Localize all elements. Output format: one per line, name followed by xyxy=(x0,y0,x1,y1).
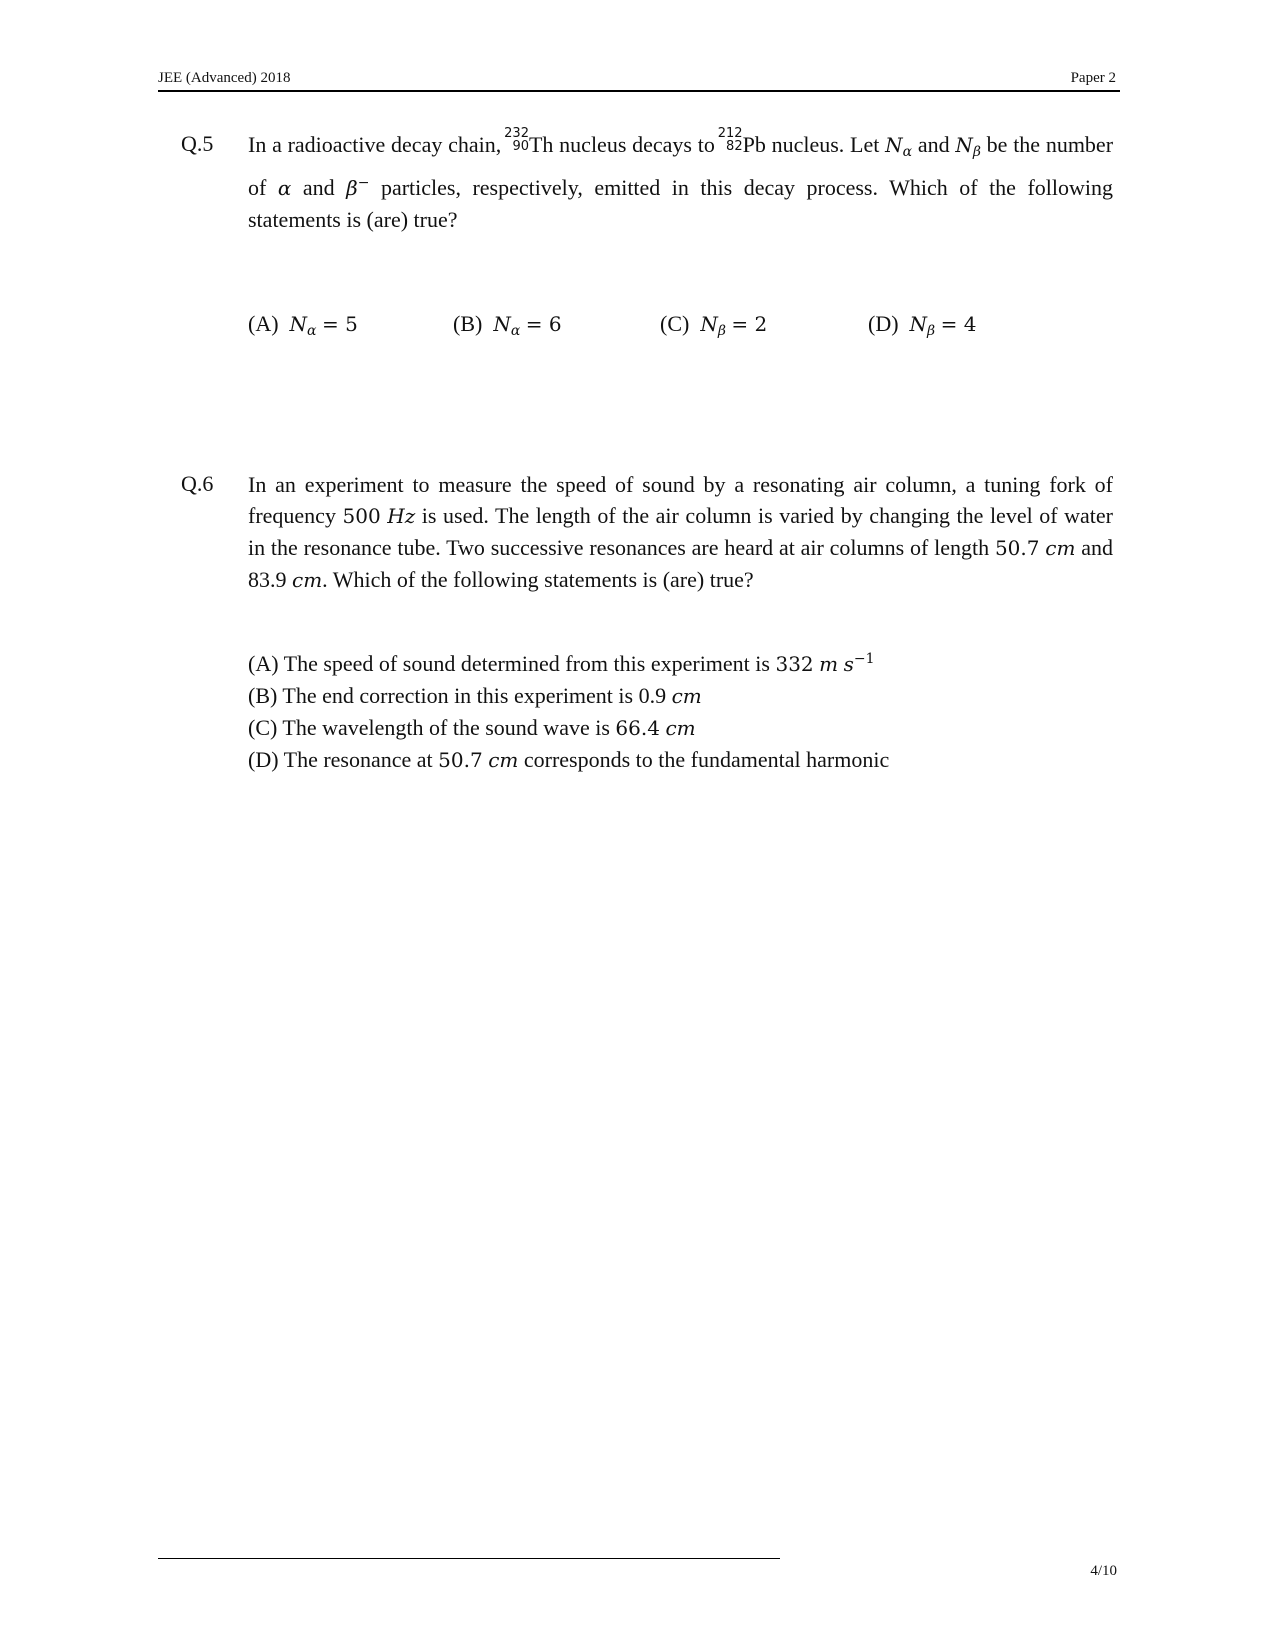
option-6d: (D) The resonance at 50.7 cm corresponds to the fundamental harmonic xyxy=(248,747,890,772)
question-text-5: In a radioactive decay chain, 232 90 Th nucleus decays to 212 82 Pb nucleus. Let $N_\alpha$ and $N_\beta$ be the number of α and β− particles, respectively, emitted in this decay process. Which of the following statements is (are) true? xyxy=(248,126,1114,232)
option-5c: (C) $N_\beta = 2$ xyxy=(660,311,768,339)
exam-title: JEE (Advanced) 2018 xyxy=(158,70,291,86)
footer-rule xyxy=(158,1558,780,1559)
option-6b: (B) The end correction in this experiment is 0.9 cm xyxy=(248,683,702,708)
thorium-nucleus: 232 90 Th xyxy=(504,126,554,157)
page-number: 4/10 xyxy=(1090,1563,1117,1579)
question-number-6: Q.6 xyxy=(181,471,214,496)
lead-nucleus: 212 82 Pb xyxy=(717,126,766,157)
option-5a: (A) $N_\alpha = 5$ xyxy=(248,311,358,339)
option-5d: (D) $N_\beta = 4$ xyxy=(868,311,977,339)
option-5b: (B) $N_\alpha = 6$ xyxy=(453,311,562,339)
question-text-6: In an experiment to measure the speed of sound by a resonating air column, a tuning fork of frequency 500 Hz is used. The length of the air column is varied by changing the level of water in the resonance tube. Two successive resonances are heard at air columns of length 50.7 cm and 83.9 cm. Which of the following statements is (are) true? xyxy=(248,472,1114,592)
question-number-5: Q.5 xyxy=(181,131,214,156)
option-6a: (A) The speed of sound determined from this experiment is 332 m $s^{-1}$ xyxy=(248,651,875,676)
option-6c: (C) The wavelength of the sound wave is 66.4 cm xyxy=(248,715,696,740)
question-6-options xyxy=(248,643,889,776)
page-header xyxy=(158,68,1120,92)
paper-label: Paper 2 xyxy=(1070,70,1116,86)
